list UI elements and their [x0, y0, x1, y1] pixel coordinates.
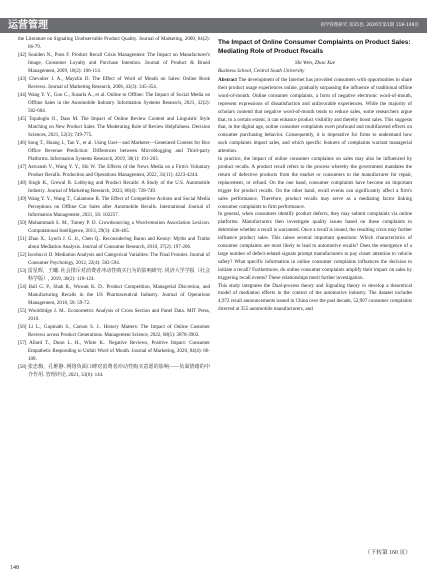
reference-item: [54] Ball G. P., Shah R., Wowak K. D.. Product Competition, Managerial Discretion, and Manufacturing Recalls in the US Pharmaceutical Industry. Journal of Operations Management, 2018, 58: 59-72. [18, 284, 210, 306]
references-column [18, 36, 210, 380]
issue-info: 第35卷, 2026年第1期 118-148页 [348, 23, 419, 28]
abstract-paragraph: In general, when consumers identify product defects, they may submit complaints via online platforms. Manufacturers then investigate quality issues based on these complaints to determine whether a recall is warranted. Once a recall is issued, the resulting crisis may further influence product sales. This raises several important questions: Which characteristics of consumer complaints are most likely to lead to automotive recalls? Does the emergence of a large number of defect-related signals prompt manufacturers to pay closer attention to vehicle safety? What specific information in online consumer complaints influences the decision to initiate a recall? Furthermore, do online consumer complaints amplify their impact on sales by triggering recall events? These relationships merit further investigation. [218, 211, 412, 281]
continued-note: （下转第 160 页） [364, 550, 411, 556]
article-title: The Impact of Online Consumer Complaints on Product Sales: Mediating Role of Product Recalls [218, 39, 411, 55]
abstract-column [218, 38, 412, 314]
reference-item: [44] Wang Y. Y., Guo C., Susarla A., et al. Online to Offline: The Impact of Social Media on Offline Sales in the Automobile Industry. Information Systems Research, 2021, 32(2): 582-604. [18, 92, 210, 114]
reference-item: [48] Singh K., Grewal R. Lobbying and Product Recalls: A Study of the U.S. Automobile Industry. Journal of Marketing Research, 2023, 60(4): 728-749. [18, 179, 210, 194]
reference-item: [43] Chevalier J. A., Mayzlin D. The Effect of Word of Mouth on Sales: Online Book Reviews. Journal of Marketing Research, 2006, 43(3): 345-354. [18, 76, 210, 90]
article-affiliation: Business School, Central South University [218, 67, 305, 74]
reference-item: [57] Allard T., Dunn L. H., White K.. Negative Reviews, Positive Impact: Consumer Empathetic Responding to Unfair Word of Mouth. Journal of Marketing, 2020, 84(4): 86-108. [18, 340, 210, 362]
section-title: 运营管理 [8, 20, 48, 31]
abstract-paragraph: This study integrates the Dual-process theory and Signaling theory to develop a theoretical model of mediation effects in the context of the automotive industry. The dataset includes 4,972 recall announcements issued in China over the past decade, 52,907 consumer complaints directed at 355 automobile manufacturers, and [218, 282, 412, 313]
reference-item: [47] Astvansh V., Wang Y. Y., Shi W. The Effects of the News Media on a Firm's Voluntary Product Recalls. Production and Operations Management, 2022, 31(11): 4223-4244. [18, 163, 210, 178]
reference-item: [52] Iacobucci D. Mediation Analysis and Categorical Variables: The Final Frontier. Journal of Consumer Psychology, 2012, 22(4): 582-594. [18, 252, 210, 266]
reference-item: [53] 雷星晖，王曦. 社会排斥对消费者冲动性购买行为的影响研究. 同济大学学报（社会科学版）, 2019, 30(2): 118-124. [18, 268, 210, 282]
reference-item: [42] Souiden N., Pons F. Product Recall Crisis Management: The Impact on Manufacturer's Image, Consumer Loyalty and Purchase Intention. Journal of Product & Brand Management, 2009, 18(2): 106-114. [18, 52, 210, 74]
reference-item: [55] Wooldridge J. M.. Econometric Analysis of Cross Section and Panel Data. MIT Press, 2010. [18, 308, 210, 322]
article-authors: Shi Wen, Zhao Xue [294, 60, 336, 66]
reference-item: [50] Mohammadi S. M., Tumey P. D. Crowdsourcing a Word-emotion Association Lexicon. Computational Intelligence, 2013, 29(3): 436-465. [18, 219, 210, 234]
reference-item: the Literature on Signaling Unobservable Product Quality. Journal of Marketing, 2000, 64(2): 66-79. [18, 36, 210, 50]
page-number: 148 [10, 565, 19, 571]
reference-item: [56] Li L., Gopinath S., Carson S. J.. History Matters: The Impact of Online Customer Reviews across Product Generations. Management Science, 2022, 68(5): 3878-3903. [18, 324, 210, 339]
reference-item: [49] Wang Y. Y., Wang T., Calantone R. The Effect of Competitive Actions and Social Media Perceptions on Offline Car Sales after Automobile Recalls. International Journal of Information Management, 2021, 56: 102257. [18, 196, 210, 218]
journal-header-bar [0, 18, 427, 33]
abstract-paragraph [218, 77, 412, 156]
journal-name: 商学管理研究 [320, 23, 348, 28]
reference-item: [51] Zhao X., Lynch J. G. Jr., Chen Q.. Reconsidering Baron and Kenny: Myths and Truths about Mediation Analysis. Journal of Consumer Research, 2010, 37(2): 197-206. [18, 236, 210, 250]
abstract-label: Abstract [218, 77, 237, 83]
abstract-paragraph: In practice, the impact of online consumer complaints on sales may also be influenced by product recalls. A product recall refers to the process whereby the government mandates the return of defective products from the market or consumers to the manufacturer for repair, replacement, or refund. On the one hand, consumer complaints have become an important trigger for product recalls. On the other hand, recall events can significantly affect a firm's sales performance. Therefore, product recalls may serve as a mediating factor linking consumer complaints to firm performance. [218, 156, 412, 210]
journal-issue-info [320, 18, 419, 33]
reference-item: [58] 张忠梅，孔维静. 网络负面口碑对消费者冲动性购买意愿的影响——负面情绪的中介作用. 管理评论, 2021, 33(6): 144. [18, 364, 210, 379]
reference-item: [46] Song T., Huang J., Tan Y., et al. Using User—and Marketer—Generated Content for Box Office Revenue Prediction: Differences between Microblogging and Third-party Platforms. Information Systems Research, 2019, 30(1): 191-203. [18, 139, 210, 162]
abstract-text: The development of the Internet has provided consumers with opportunities to share their product usage experiences online, gradually surpassing the influence of traditional offline word-of-mouth. Online consumer complaints, a form of negative electronic word-of-mouth, represent expressions of dissatisfaction and unfavorable experiences. While the majority of scholars contend that negative word-of-mouth tends to reduce sales, some researchers argue that, to a certain extent, it can enhance product visibility and thereby boost sales. This suggests that, in the digital age, online consumer complaints exert profound and multifaceted effects on consumer purchasing behavior. Consequently, it is imperative for firms to understand how such complaints impact sales, and which specific features of complaints warrant managerial attention. [218, 77, 413, 155]
reference-item: [45] Topaloglu O., Dass M. The Impact of Online Review Content and Linguistic Style Matching on New Product Sales: The Moderating Role of Review Helpfulness. Decision Sciences, 2021, 52(3): 749-775. [18, 116, 210, 138]
